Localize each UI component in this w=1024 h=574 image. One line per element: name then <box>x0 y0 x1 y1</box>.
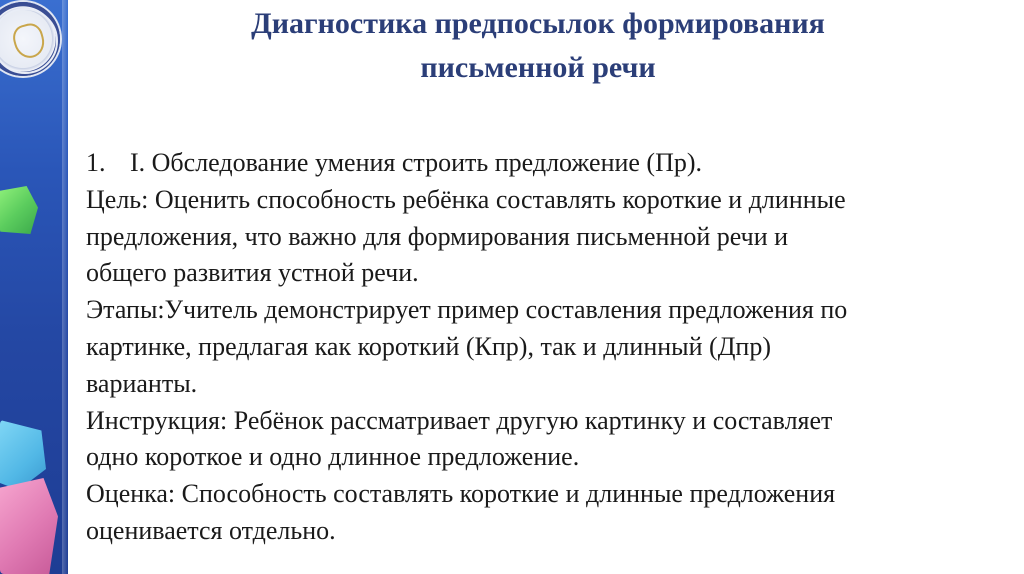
body-line: варианты. <box>86 368 198 398</box>
body-line: Инструкция: Ребёнок рассматривает другую картинку и составляет <box>86 405 833 435</box>
body-line: картинке, предлагая как короткий (Кпр), так и длинный (Дпр) <box>86 331 772 361</box>
body-line: одно короткое и одно длинное предложение. <box>86 442 580 472</box>
decorative-sidebar <box>0 0 68 574</box>
body-line-text: I. Обследование умения строить предложение (Пр). <box>130 148 703 177</box>
slide-title-line-1: Диагностика предпосылок формирования <box>251 7 825 40</box>
slide-title <box>118 2 958 90</box>
university-logo-icon <box>0 2 60 76</box>
slide-body <box>86 145 1011 550</box>
body-line: Оценка: Способность составлять короткие и длинные предложения <box>86 479 836 509</box>
body-line: предложения, что важно для формирования письменной речи и <box>86 221 789 251</box>
body-line: Этапы:Учитель демонстрирует пример составления предложения по <box>86 295 848 325</box>
body-line: оценивается отдельно. <box>86 515 336 545</box>
body-line: общего развития устной речи. <box>86 258 419 288</box>
pink-cube-decoration <box>0 478 58 574</box>
slide-title-line-2: письменной речи <box>420 51 656 84</box>
green-cube-decoration <box>0 186 38 234</box>
body-line: Цель: Оценить способность ребёнка составлять короткие и длинные <box>86 184 846 214</box>
body-line <box>86 145 1011 182</box>
list-number: 1. <box>86 148 106 177</box>
sidebar-edge <box>62 0 68 574</box>
